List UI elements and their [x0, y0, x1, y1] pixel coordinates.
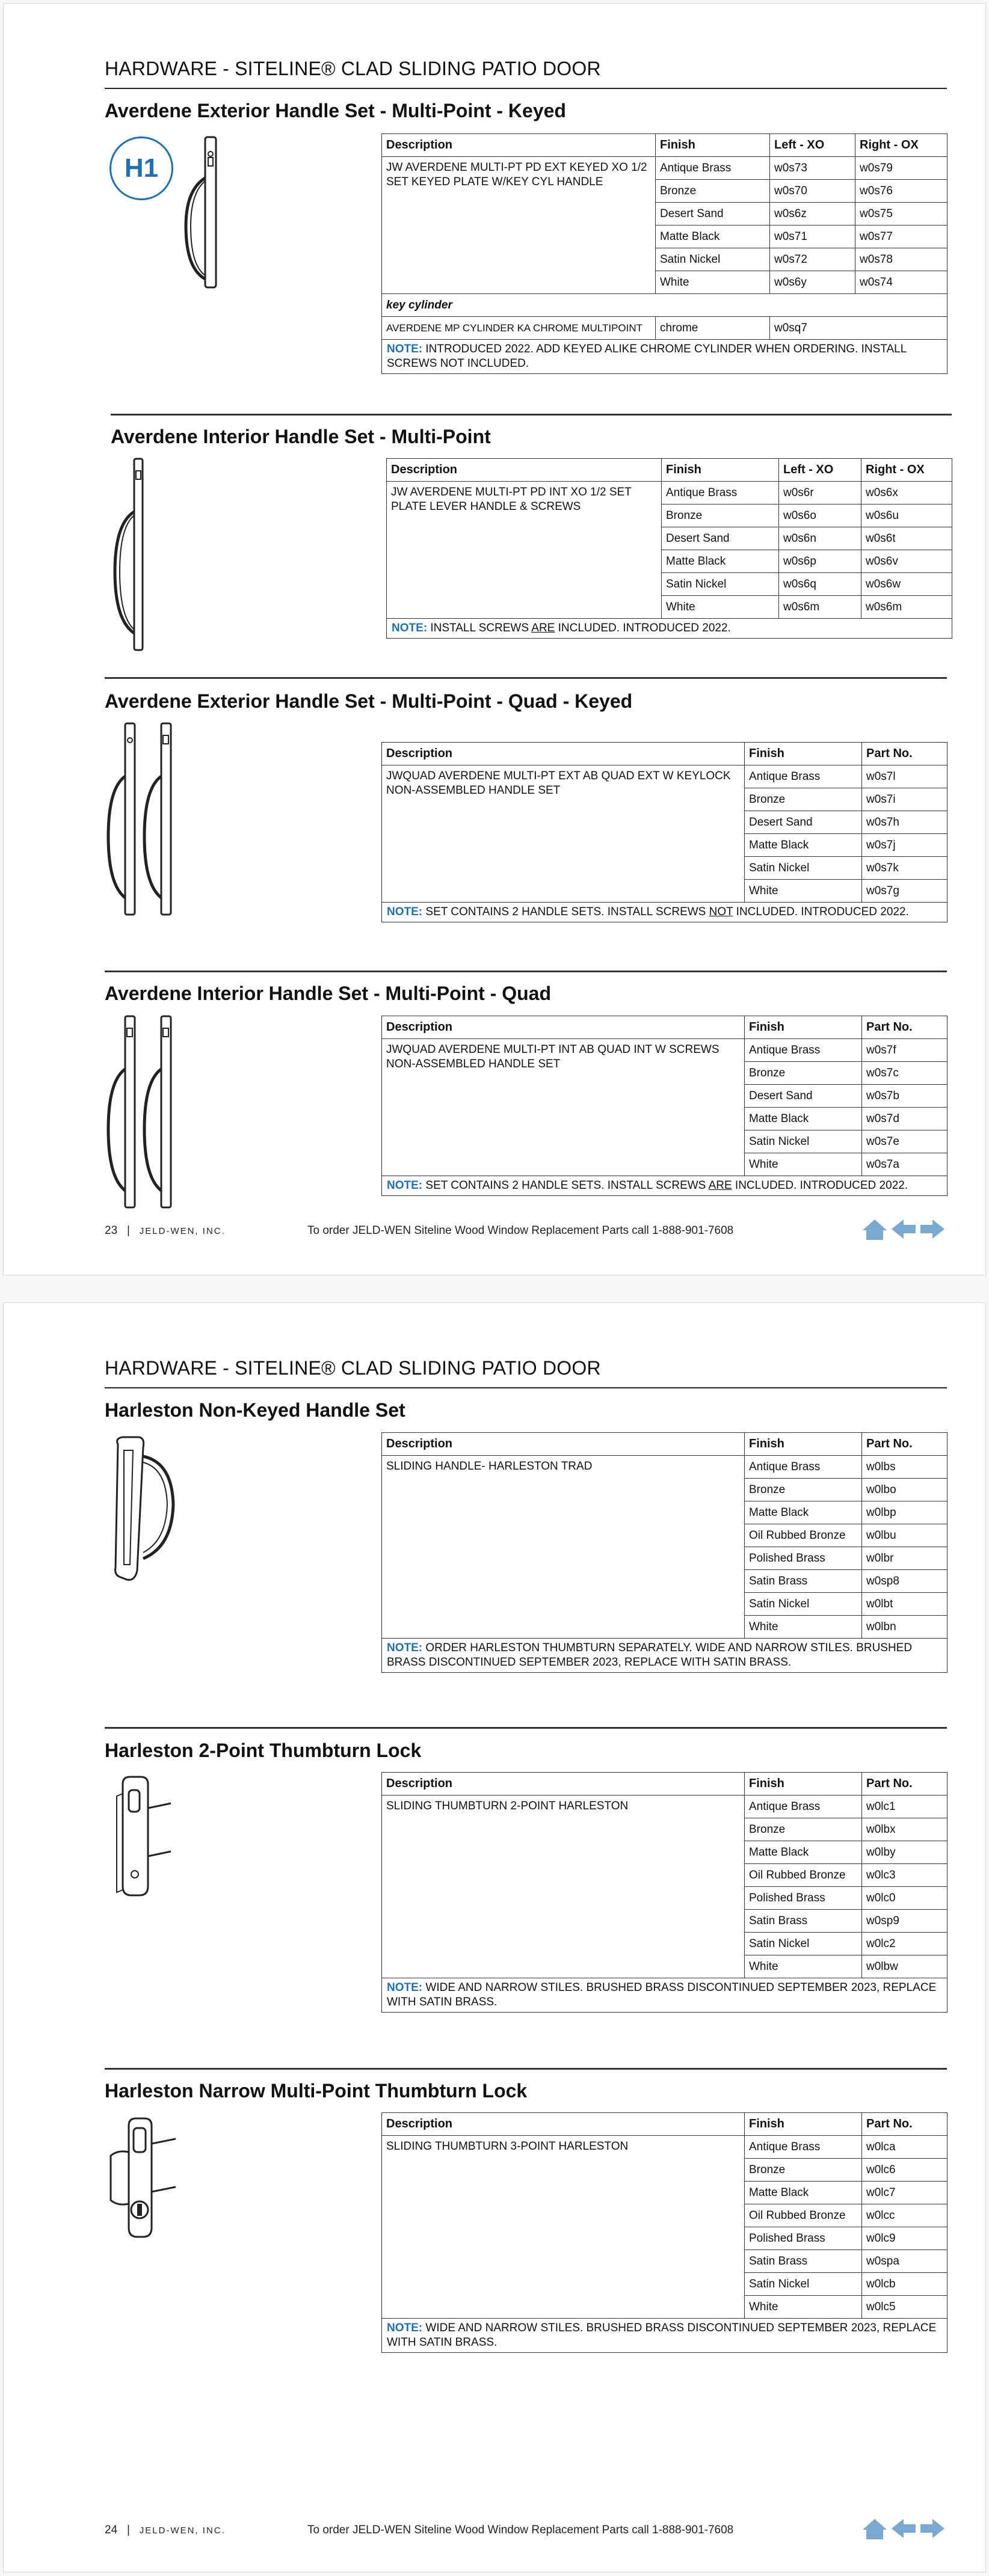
column-header: Part No. [862, 1016, 947, 1039]
table-row [382, 2136, 947, 2159]
page-number: 24 [105, 2524, 118, 2536]
finish-cell: Bronze [745, 1818, 862, 1841]
description-cell: JWQUAD AVERDENE MULTI-PT INT AB QUAD INT W SCREWS NON-ASSEMBLED HANDLE SET [382, 1039, 745, 1176]
column-header: Part No. [862, 743, 947, 765]
table-row [382, 317, 947, 340]
column-header: Finish [745, 1773, 862, 1796]
table-row [387, 482, 952, 504]
column-header: Description [382, 1016, 745, 1039]
column-header: Part No. [862, 1433, 947, 1456]
footer-separator: | [126, 2524, 130, 2536]
note-cell [382, 1176, 947, 1196]
finish-cell: Bronze [656, 180, 770, 203]
home-icon[interactable] [861, 2516, 888, 2541]
column-header: Description [382, 743, 745, 765]
note-text: INTRODUCED 2022. ADD KEYED ALIKE CHROME CYLINDER WHEN ORDERING. INSTALL SCREWS NOT INCLUDED. [387, 343, 907, 370]
table-row [382, 1039, 947, 1062]
part-cell: w0s7c [862, 1062, 947, 1085]
finish-cell: Satin Nickel [656, 248, 770, 271]
finish-cell: White [745, 880, 862, 903]
quad-interior-handle-illustration [106, 1015, 184, 1210]
finish-cell: Polished Brass [745, 1547, 862, 1570]
table-header-row [382, 2113, 947, 2136]
note-cell [382, 1639, 947, 1673]
part-cell: w0lc9 [862, 2227, 947, 2250]
finish-cell: Antique Brass [656, 157, 770, 180]
note-row [382, 340, 947, 374]
section-divider [105, 2068, 947, 2070]
thumbturn-lock-illustration [105, 1772, 177, 1904]
column-header: Left - XO [779, 459, 861, 482]
part-cell: w0s7i [862, 788, 947, 811]
part-cell: w0lbs [862, 1456, 947, 1479]
note-row [382, 1176, 947, 1196]
note-row [382, 903, 947, 922]
finish-cell: Polished Brass [745, 1887, 862, 1910]
table-row [382, 1796, 947, 1818]
arrow-left-icon[interactable] [890, 2516, 917, 2541]
part-cell: w0lc2 [862, 1933, 947, 1955]
part-cell: w0s77 [855, 225, 947, 248]
finish-cell: Bronze [662, 504, 779, 527]
part-cell: w0lc7 [862, 2182, 947, 2204]
part-cell: w0s6t [861, 527, 952, 550]
parts-table [381, 1016, 947, 1196]
part-cell: w0s70 [770, 180, 855, 203]
catalog-page-24 [3, 1302, 986, 2572]
column-header: Description [382, 1433, 745, 1456]
part-cell: w0s76 [855, 180, 947, 203]
finish-cell: Desert Sand [745, 1085, 862, 1108]
table-header-row [382, 743, 947, 765]
note-text: SET CONTAINS 2 HANDLE SETS. INSTALL SCREWS [425, 906, 709, 918]
finish-cell: Matte Black [662, 550, 779, 573]
part-cell: w0s6q [779, 573, 861, 596]
note-emphasis: NOT [709, 906, 733, 918]
part-cell: w0s7e [862, 1130, 947, 1153]
part-cell: w0s6v [861, 550, 952, 573]
column-header: Left - XO [770, 134, 855, 157]
description-cell: SLIDING THUMBTURN 2-POINT HARLESTON [382, 1796, 745, 1978]
note-text: INCLUDED. INTRODUCED 2022. [732, 1179, 908, 1192]
section-divider [105, 971, 947, 972]
exterior-handle-illustration [175, 136, 241, 292]
page-number: 23 [105, 1224, 118, 1237]
column-header: Description [382, 2113, 745, 2136]
parts-table [381, 133, 947, 374]
table-header-row [382, 1016, 947, 1039]
note-label: NOTE: [387, 2322, 423, 2334]
page-navigation [861, 1217, 946, 1241]
column-header: Finish [745, 1016, 862, 1039]
part-cell: w0s6w [861, 573, 952, 596]
note-row [382, 1978, 947, 2013]
finish-cell: Satin Nickel [745, 857, 862, 880]
note-text: WIDE AND NARROW STILES. BRUSHED BRASS DISCONTINUED SEPTEMBER 2023, REPLACE WITH SATIN BRASS. [387, 2322, 937, 2349]
order-info: To order JELD-WEN Siteline Wood Window Replacement Parts call 1-888-901-7608 [307, 2524, 734, 2536]
note-cell [382, 1978, 947, 2013]
description-cell: SLIDING THUMBTURN 3-POINT HARLESTON [382, 2136, 745, 2319]
note-emphasis: ARE [531, 622, 555, 634]
part-cell: w0lcb [862, 2273, 947, 2296]
part-cell: w0lc5 [862, 2296, 947, 2319]
part-cell: w0lbp [862, 1501, 947, 1524]
finish-cell: Matte Black [745, 834, 862, 857]
column-header: Description [387, 459, 662, 482]
finish-cell: Antique Brass [745, 1456, 862, 1479]
column-header: Part No. [862, 1773, 947, 1796]
part-cell: w0s6u [861, 504, 952, 527]
part-cell: w0lbu [862, 1524, 947, 1547]
finish-cell: Oil Rubbed Bronze [745, 1524, 862, 1547]
parts-table [381, 742, 947, 922]
finish-cell: Bronze [745, 2159, 862, 2182]
part-cell: w0s6m [861, 596, 952, 619]
finish-cell: Oil Rubbed Bronze [745, 2204, 862, 2227]
finish-cell: Satin Brass [745, 2250, 862, 2273]
finish-cell: Matte Black [745, 1108, 862, 1130]
note-cell [382, 903, 947, 922]
part-cell: w0s72 [770, 248, 855, 271]
finish-cell: Matte Black [656, 225, 770, 248]
table-header-row [382, 1433, 947, 1456]
page-header: HARDWARE - SITELINE® CLAD SLIDING PATIO DOOR [105, 1357, 601, 1379]
part-cell: w0lc0 [862, 1887, 947, 1910]
catalog-page-23 [3, 3, 986, 1275]
section-title: Averdene Exterior Handle Set - Multi-Point - Quad - Keyed [105, 690, 633, 712]
part-cell: w0lbx [862, 1818, 947, 1841]
column-header: Right - OX [861, 459, 952, 482]
note-row [382, 2319, 947, 2353]
finish-cell: Desert Sand [656, 203, 770, 225]
company-name: JELD-WEN, INC. [139, 2525, 226, 2536]
part-cell: w0lcc [862, 2204, 947, 2227]
header-rule [105, 88, 947, 89]
column-header: Finish [745, 1433, 862, 1456]
part-cell: w0s7d [862, 1108, 947, 1130]
section-divider [105, 1727, 947, 1729]
note-text: INCLUDED. INTRODUCED 2022. [733, 906, 909, 918]
column-header: Part No. [862, 2113, 947, 2136]
note-text: SET CONTAINS 2 HANDLE SETS. INSTALL SCREWS [425, 1179, 709, 1192]
note-row [387, 619, 952, 639]
note-label: NOTE: [392, 622, 428, 634]
part-cell: w0lbn [862, 1616, 947, 1639]
order-info: To order JELD-WEN Siteline Wood Window Replacement Parts call 1-888-901-7608 [307, 1224, 734, 1237]
finish-cell: Satin Nickel [745, 2273, 862, 2296]
finish-cell: White [745, 1616, 862, 1639]
finish-cell: Antique Brass [662, 482, 779, 504]
arrow-right-icon[interactable] [919, 2516, 946, 2541]
finish-cell: Antique Brass [745, 765, 862, 788]
part-cell: w0sp8 [862, 1570, 947, 1593]
part-cell: w0s78 [855, 248, 947, 271]
finish-cell: Bronze [745, 1062, 862, 1085]
parts-table [381, 1432, 947, 1673]
part-cell: w0s73 [770, 157, 855, 180]
arrow-right-icon[interactable] [919, 1217, 946, 1241]
finish-cell: Antique Brass [745, 1039, 862, 1062]
note-label: NOTE: [387, 343, 423, 355]
home-icon[interactable] [861, 1217, 888, 1241]
part-cell: w0s71 [770, 225, 855, 248]
part-cell: w0s6p [779, 550, 861, 573]
table-header-row [382, 134, 947, 157]
part-cell: w0lbo [862, 1479, 947, 1501]
note-cell [387, 619, 952, 639]
part-cell: w0spa [862, 2250, 947, 2273]
column-header: Right - OX [855, 134, 947, 157]
finish-cell: White [745, 1955, 862, 1978]
section-title: Harleston Non-Keyed Handle Set [105, 1399, 405, 1421]
section-divider [105, 677, 947, 679]
section-title: Averdene Exterior Handle Set - Multi-Point - Keyed [105, 100, 566, 121]
finish-cell: Satin Nickel [662, 573, 779, 596]
interior-handle-illustration [109, 458, 157, 653]
part-cell: w0s79 [855, 157, 947, 180]
table-row [382, 157, 947, 180]
note-row [382, 1639, 947, 1673]
part-cell: w0sp9 [862, 1910, 947, 1933]
column-header: Finish [662, 459, 779, 482]
part-cell: w0lc6 [862, 2159, 947, 2182]
part-cell: w0s6o [779, 504, 861, 527]
part-cell: w0s7k [862, 857, 947, 880]
table-header-row [387, 459, 952, 482]
part-cell: w0s6x [861, 482, 952, 504]
note-label: NOTE: [387, 906, 423, 918]
part-cell: w0s74 [855, 271, 947, 294]
arrow-left-icon[interactable] [890, 1217, 917, 1241]
note-cell [382, 340, 947, 374]
parts-table [381, 2112, 947, 2353]
part-cell: w0lby [862, 1841, 947, 1864]
part-cell: w0s7j [862, 834, 947, 857]
column-header: Finish [745, 2113, 862, 2136]
part-cell: w0s6y [770, 271, 855, 294]
part-cell: w0lc3 [862, 1864, 947, 1887]
finish-cell: Satin Brass [745, 1910, 862, 1933]
part-cell: w0s7b [862, 1085, 947, 1108]
note-label: NOTE: [387, 1642, 423, 1654]
finish-cell: Matte Black [745, 2182, 862, 2204]
finish-cell: White [745, 2296, 862, 2319]
finish-cell: Oil Rubbed Bronze [745, 1864, 862, 1887]
column-header: Finish [745, 743, 862, 765]
finish-cell: Satin Nickel [745, 1130, 862, 1153]
page-footer [105, 1224, 226, 1237]
note-text: ORDER HARLESTON THUMBTURN SEPARATELY. WIDE AND NARROW STILES. BRUSHED BRASS DISCONTINUED SEPTEMBER 2023, REPLACE WITH SATIN BRASS. [387, 1642, 913, 1669]
page-header: HARDWARE - SITELINE® CLAD SLIDING PATIO DOOR [105, 58, 601, 79]
sub-label: key cylinder [382, 294, 947, 317]
note-label: NOTE: [387, 1179, 423, 1192]
table-row [382, 1456, 947, 1479]
part-cell: w0s6n [779, 527, 861, 550]
column-header: Description [382, 134, 656, 157]
finish-cell: Satin Brass [745, 1570, 862, 1593]
finish-cell: Antique Brass [745, 2136, 862, 2159]
part-cell: w0s7f [862, 1039, 947, 1062]
note-label: NOTE: [387, 1981, 423, 1994]
part-cell: w0s7a [862, 1153, 947, 1176]
finish-cell: Satin Nickel [745, 1593, 862, 1616]
part-cell: w0s7g [862, 880, 947, 903]
header-rule [105, 1387, 947, 1388]
note-text: INCLUDED. INTRODUCED 2022. [555, 622, 731, 634]
section-badge: H1 [109, 136, 173, 200]
column-header: Finish [656, 134, 770, 157]
part-cell: w0s7l [862, 765, 947, 788]
finish-cell: Bronze [745, 788, 862, 811]
part-cell: w0s6m [779, 596, 861, 619]
quad-exterior-handle-illustration [106, 722, 184, 918]
finish-cell: White [745, 1153, 862, 1176]
subheader-row [382, 294, 947, 317]
finish-cell: Polished Brass [745, 2227, 862, 2250]
description-cell: JWQUAD AVERDENE MULTI-PT EXT AB QUAD EXT W KEYLOCK NON-ASSEMBLED HANDLE SET [382, 765, 745, 903]
finish-cell: Antique Brass [745, 1796, 862, 1818]
note-text: INSTALL SCREWS [430, 622, 532, 634]
finish-cell: White [662, 596, 779, 619]
note-cell [382, 2319, 947, 2353]
section-divider [111, 414, 952, 416]
parts-table [386, 458, 952, 639]
finish-cell: Matte Black [745, 1841, 862, 1864]
section-title: Averdene Interior Handle Set - Multi-Point - Quad [105, 983, 551, 1004]
finish-cell: chrome [656, 317, 770, 340]
finish-cell: Desert Sand [745, 811, 862, 834]
part-cell: w0s6z [770, 203, 855, 225]
section-title: Harleston 2-Point Thumbturn Lock [105, 1740, 422, 1761]
part-cell: w0lca [862, 2136, 947, 2159]
part-cell: w0lc1 [862, 1796, 947, 1818]
part-cell: w0s7h [862, 811, 947, 834]
footer-separator: | [126, 1224, 130, 1237]
harleston-handle-illustration [106, 1432, 190, 1589]
note-text: WIDE AND NARROW STILES. BRUSHED BRASS DISCONTINUED SEPTEMBER 2023, REPLACE WITH SATIN BRASS. [387, 1981, 937, 2008]
parts-table [381, 1772, 947, 2013]
part-cell: w0s6r [779, 482, 861, 504]
finish-cell: Desert Sand [662, 527, 779, 550]
part-cell: w0lbw [862, 1955, 947, 1978]
finish-cell: Matte Black [745, 1501, 862, 1524]
table-header-row [382, 1773, 947, 1796]
part-cell: w0lbt [862, 1593, 947, 1616]
finish-cell: Satin Nickel [745, 1933, 862, 1955]
note-emphasis: ARE [708, 1179, 732, 1192]
column-header: Description [382, 1773, 745, 1796]
section-title: Averdene Interior Handle Set - Multi-Point [111, 426, 491, 447]
description-cell: JW AVERDENE MULTI-PT PD EXT KEYED XO 1/2 SET KEYED PLATE W/KEY CYL HANDLE [382, 157, 656, 294]
table-row [382, 765, 947, 788]
description-cell: AVERDENE MP CYLINDER KA CHROME MULTIPOINT [382, 317, 656, 340]
page-footer [105, 2524, 226, 2537]
finish-cell: Bronze [745, 1479, 862, 1501]
company-name: JELD-WEN, INC. [139, 1226, 226, 1236]
part-cell: w0sq7 [770, 317, 947, 340]
description-cell: SLIDING HANDLE- HARLESTON TRAD [382, 1456, 745, 1639]
description-cell: JW AVERDENE MULTI-PT PD INT XO 1/2 SET PLATE LEVER HANDLE & SCREWS [387, 482, 662, 619]
section-title: Harleston Narrow Multi-Point Thumbturn Lock [105, 2080, 528, 2102]
part-cell: w0lbr [862, 1547, 947, 1570]
multipoint-thumbturn-illustration [105, 2114, 183, 2246]
page-navigation [861, 2516, 946, 2541]
part-cell: w0s75 [855, 203, 947, 225]
finish-cell: White [656, 271, 770, 294]
